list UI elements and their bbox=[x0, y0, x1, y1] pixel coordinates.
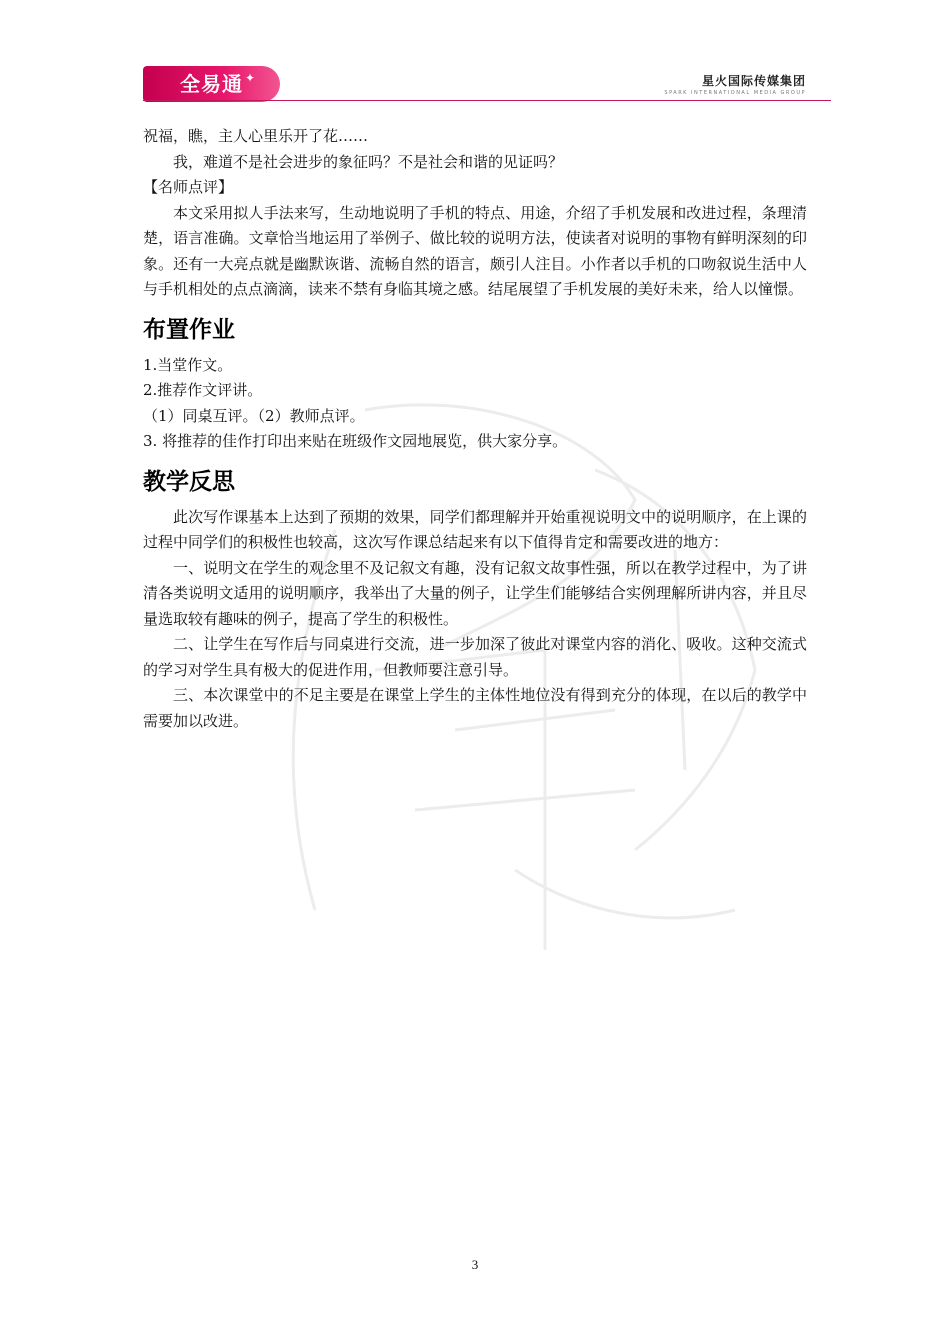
header-divider bbox=[143, 100, 831, 101]
document-body bbox=[143, 124, 807, 734]
review-paragraph: 本文采用拟人手法来写，生动地说明了手机的特点、用途，介绍了手机发展和改进过程，条理清楚，语言准确。文章恰当地运用了举例子、做比较的说明方法，使读者对说明的事物有鲜明深刻的印象。还有一大亮点就是幽默诙谐、流畅自然的语言，颇引人注目。小作者以手机的口吻叙说生活中人与手机相处的点点滴滴，读来不禁有身临其境之感。结尾展望了手机发展的美好未来，给人以憧憬。 bbox=[143, 203, 807, 298]
homework-heading: 布置作业 bbox=[143, 316, 235, 343]
logo-text: 全易通 bbox=[180, 72, 243, 96]
reflection-paragraph: 此次写作课基本上达到了预期的效果，同学们都理解并开始重视说明文中的说明顺序，在上课的过程中同学们的积极性也较高，这次写作课总结起来有以下值得肯定和需要改进的地方： bbox=[143, 507, 807, 551]
essay-line: 我，难道不是社会进步的象征吗？不是社会和谐的见证吗？ bbox=[173, 152, 564, 171]
homework-item: 2.推荐作文评讲。 bbox=[143, 381, 263, 399]
page-header bbox=[0, 0, 950, 104]
quanyitong-logo bbox=[143, 66, 280, 102]
reflection-paragraph: 一、说明文在学生的观念里不及记叙文有趣，没有记叙文故事性强，所以在教学过程中，为了讲清各类说明文适用的说明顺序，我举出了大量的例子，让学生们能够结合实例理解所讲内容，并且尽量选取较有趣味的例子，提高了学生的积极性。 bbox=[143, 558, 807, 628]
brand-name: 星火国际传媒集团 bbox=[701, 74, 806, 88]
brand-subtitle: SPARK INTERNATIONAL MEDIA GROUP bbox=[664, 90, 806, 96]
page-number: 3 bbox=[471, 1257, 479, 1272]
publisher-brand bbox=[664, 72, 806, 96]
review-heading: 【名师点评】 bbox=[143, 178, 234, 196]
homework-item: （1）同桌互评。（2）教师点评。 bbox=[143, 406, 365, 425]
homework-item: 1.当堂作文。 bbox=[143, 355, 233, 374]
reflection-paragraph: 二、让学生在写作后与同桌进行交流，进一步加深了彼此对课堂内容的消化、吸收。这种交流式的学习对学生具有极大的促进作用，但教师要注意引导。 bbox=[143, 635, 807, 679]
reflection-paragraph: 三、本次课堂中的不足主要是在课堂上学生的主体性地位没有得到充分的体现，在以后的教学中需要加以改进。 bbox=[143, 686, 807, 730]
reflection-heading: 教学反思 bbox=[143, 468, 235, 495]
essay-line: 祝福，瞧，主人心里乐开了花…… bbox=[143, 127, 369, 145]
homework-item: 3. 将推荐的佳作打印出来贴在班级作文园地展览，供大家分享。 bbox=[143, 432, 568, 450]
sparkle-icon: ✦ bbox=[244, 71, 256, 85]
